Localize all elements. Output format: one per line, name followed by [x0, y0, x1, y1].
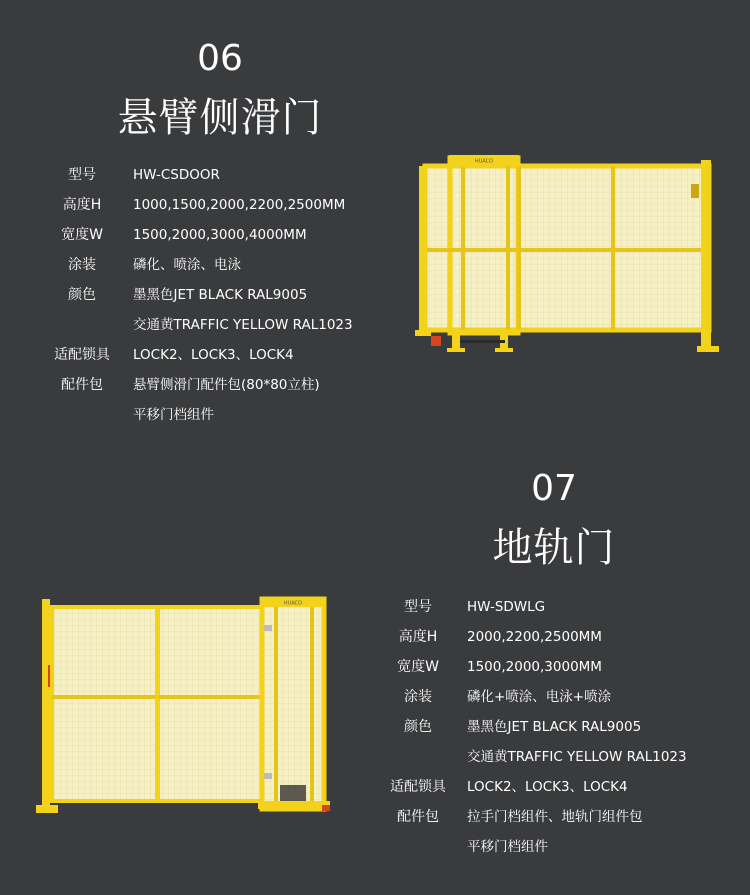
spec-label: 高度H: [398, 629, 438, 645]
spec-label: 型号: [404, 599, 432, 615]
svg-text:HUACO: HUACO: [283, 600, 303, 607]
spec-value: 磷化、喷涂、电泳: [133, 257, 241, 273]
spec-value: 平移门档组件: [133, 407, 214, 423]
spec-value: 1500,2000,3000,4000MM: [133, 227, 307, 243]
spec-value: HW-SDWLG: [467, 599, 546, 615]
section-07-number: 07: [531, 468, 577, 509]
spec-label: 宽度W: [397, 659, 439, 675]
spec-value: 1500,2000,3000MM: [467, 659, 602, 675]
section-07-title: 地轨门: [492, 525, 616, 571]
spec-value: HW-CSDOOR: [133, 167, 220, 183]
spec-label: 高度H: [62, 197, 102, 213]
spec-value: LOCK2、LOCK3、LOCK4: [133, 347, 294, 363]
spec-label: 适配锁具: [54, 347, 110, 363]
spec-value: 墨黑色JET BLACK RAL9005: [467, 719, 642, 735]
spec-label: 适配锁具: [390, 779, 446, 795]
svg-text:HUACO: HUACO: [474, 158, 494, 165]
spec-label: 涂装: [68, 257, 96, 273]
section-06-title: 悬臂侧滑门: [117, 95, 323, 141]
spec-value: 磷化+喷涂、电泳+喷涂: [467, 689, 612, 705]
spec-value: 交通黄TRAFFIC YELLOW RAL1023: [467, 749, 687, 765]
spec-label: 配件包: [397, 809, 439, 825]
spec-value: LOCK2、LOCK3、LOCK4: [467, 779, 628, 795]
spec-value: 交通黄TRAFFIC YELLOW RAL1023: [133, 317, 353, 333]
spec-label: 颜色: [68, 287, 96, 303]
section-06-number: 06: [197, 38, 243, 79]
spec-value: 平移门档组件: [467, 839, 548, 855]
spec-value: 墨黑色JET BLACK RAL9005: [133, 287, 308, 303]
spec-value: 拉手门档组件、地轨门组件包: [467, 809, 643, 825]
floor-track-door-image: [30, 595, 345, 820]
spec-value: 2000,2200,2500MM: [467, 629, 602, 645]
spec-label: 颜色: [404, 719, 432, 735]
spec-value: 悬臂侧滑门配件包(80*80立柱): [133, 377, 320, 393]
spec-value: 1000,1500,2000,2200,2500MM: [133, 197, 346, 213]
spec-label: 配件包: [61, 377, 103, 393]
cantilever-sliding-door-image: [405, 150, 750, 370]
spec-label: 宽度W: [61, 227, 103, 243]
spec-label: 型号: [68, 167, 96, 183]
spec-label: 涂装: [404, 689, 432, 705]
